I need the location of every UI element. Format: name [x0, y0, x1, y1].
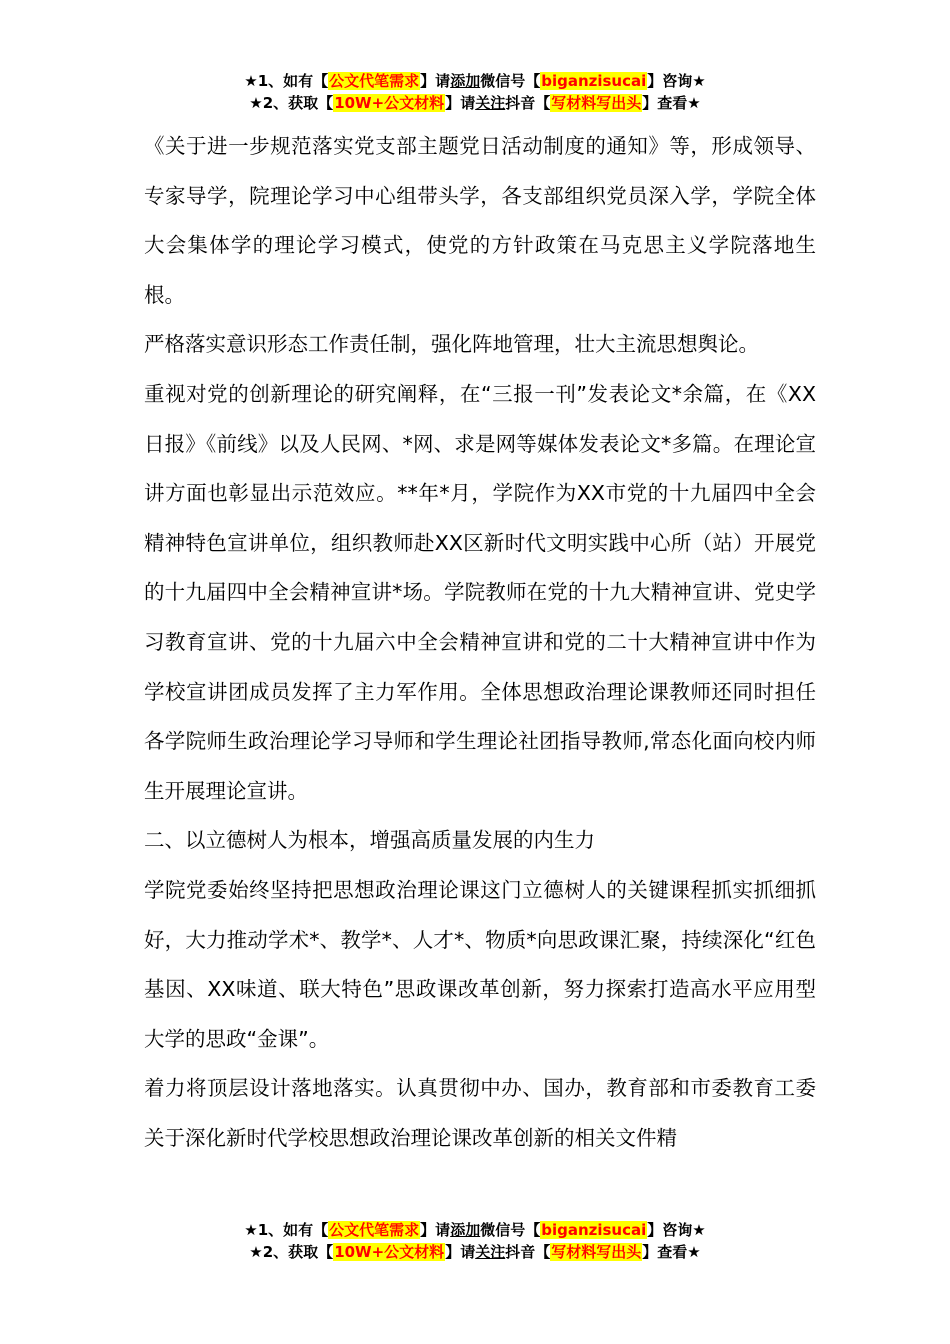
banner-line-2: ★2、获取【10W+公文材料】请关注抖音【写材料写出头】查看★	[249, 1243, 701, 1261]
banner-line-1: ★1、如有【公文代笔需求】请添加微信号【biganzisucai】咨询★	[244, 1221, 706, 1239]
footer-banner	[0, 1219, 950, 1263]
banner-highlight: 写材料写出头	[551, 94, 642, 112]
document-body	[144, 122, 816, 1163]
header-banner	[0, 70, 950, 114]
paragraph: 严格落实意识形态工作责任制，强化阵地管理，壮大主流思想舆论。	[144, 332, 759, 357]
paragraph: 重视对党的创新理论的研究阐释，在“三报一刊”发表论文*余篇，在《XX日报》《前线》以及人民网、*网、求是网等媒体发表论文*多篇。在理论宣讲方面也彰显出示范效应。**年*月，学院作为XX市党的十九届四中全会精神特色宣讲单位，组织教师赴XX区新时代文明实践中心所（站）开展党的十九届四中全会精神宣讲*场。学院教师在党的十九大精神宣讲、党史学习教育宣讲、党的十九届六中全会精神宣讲和党的二十大精神宣讲中作为学校宣讲团成员发挥了主力军作用。全体思想政治理论课教师还同时担任各学院师生政治理论学习导师和学生理论社团指导教师,常态化面向校内师生开展理论宣讲。	[144, 381, 816, 803]
paragraph: 《关于进一步规范落实党支部主题党日活动制度的通知》等，形成领导、专家导学，院理论学习中心组带头学，各支部组织党员深入学，学院全体大会集体学的理论学习模式，使党的方针政策在马克思主义学院落地生根。	[144, 134, 816, 307]
banner-highlight: 公文代笔需求	[329, 1221, 420, 1239]
banner-highlight: 写材料写出头	[551, 1243, 642, 1261]
paragraph: 着力将顶层设计落地落实。认真贯彻中办、国办，教育部和市委教育工委关于深化新时代学校思想政治理论课改革创新的相关文件精	[144, 1076, 816, 1150]
section-heading: 二、以立德树人为根本，增强高质量发展的内生力	[144, 828, 595, 853]
banner-highlight: biganzisucai	[541, 1221, 647, 1239]
banner-line-1: ★1、如有【公文代笔需求】请添加微信号【biganzisucai】咨询★	[244, 72, 706, 90]
banner-highlight: 公文代笔需求	[329, 72, 420, 90]
banner-line-2: ★2、获取【10W+公文材料】请关注抖音【写材料写出头】查看★	[249, 94, 701, 112]
banner-highlight: 10W+公文材料	[334, 94, 445, 112]
banner-highlight: biganzisucai	[541, 72, 647, 90]
banner-highlight: 10W+公文材料	[334, 1243, 445, 1261]
paragraph: 学院党委始终坚持把思想政治理论课这门立德树人的关键课程抓实抓细抓好，大力推动学术*、教学*、人才*、物质*向思政课汇聚，持续深化“红色基因、XX味道、联大特色”思政课改革创新，努力探索打造高水平应用型大学的思政“金课”。	[144, 877, 816, 1051]
